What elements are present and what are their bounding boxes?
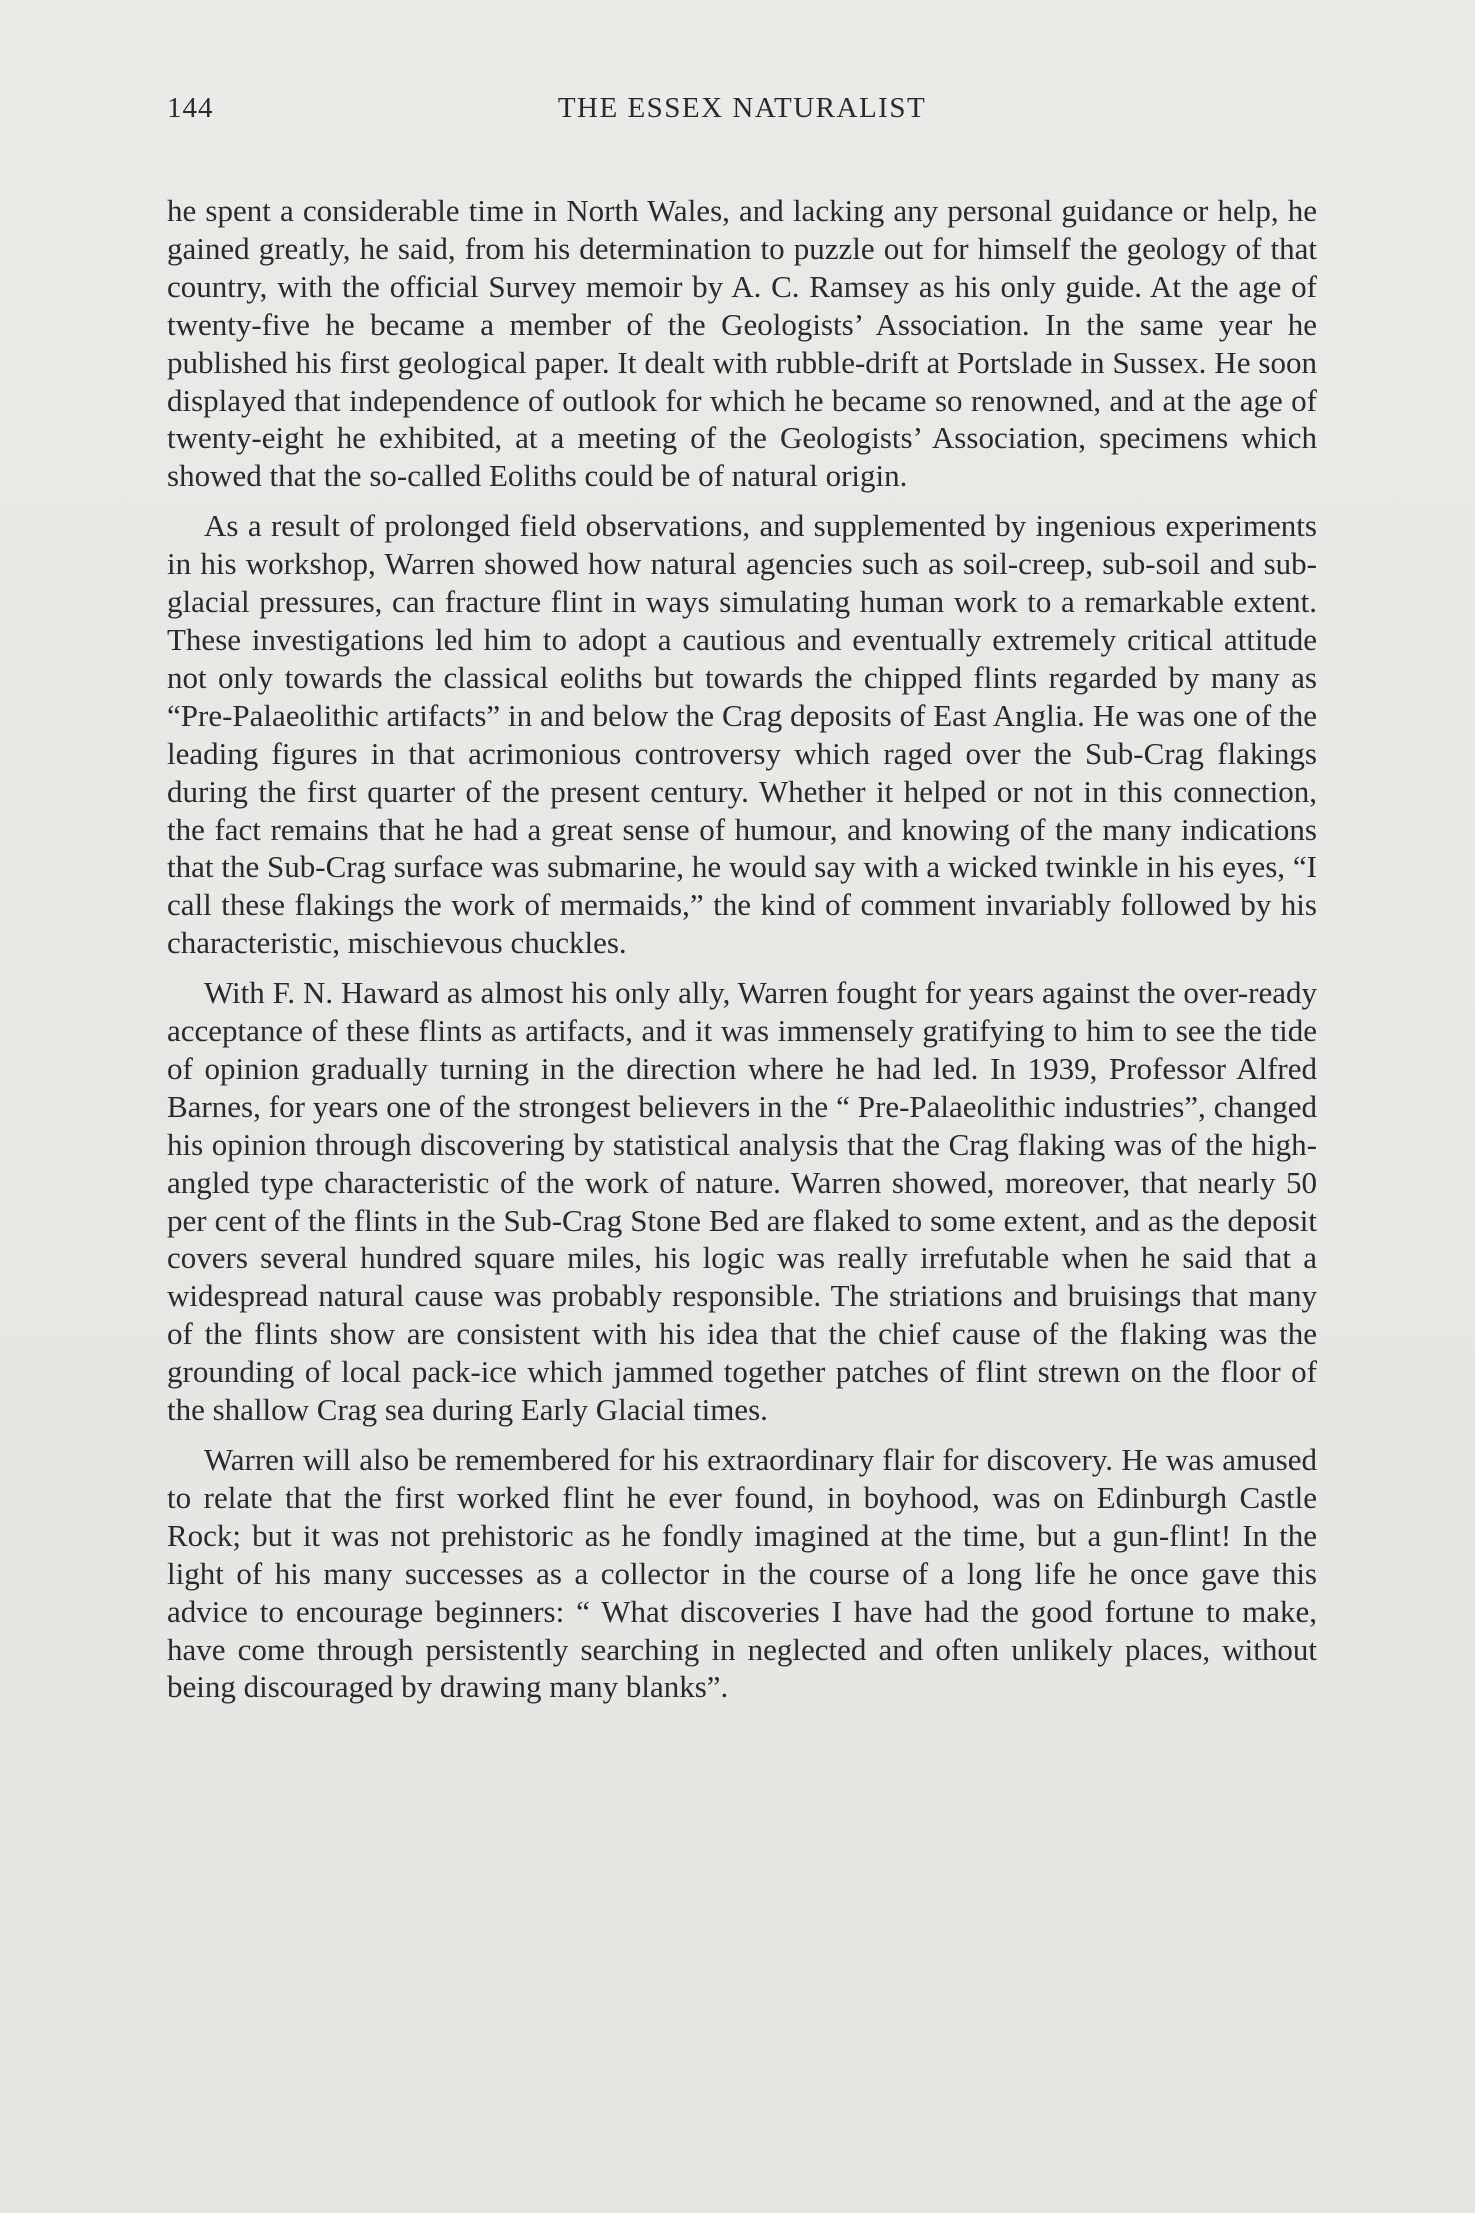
running-title: THE ESSEX NATURALIST bbox=[557, 92, 927, 124]
paragraph-3: With F. N. Haward as almost his only ally, Warren fought for years against the over-ready acceptance of these flints as artifacts, and it was immensely gratifying to him to see the tide of opinion gradually turning in the direction where he had led. In 1939, Professor Alfred Barnes, for years one of the strongest believers in the “ Pre-Palaeolithic industries”, changed his opinion through discovering by statistical analysis that the Crag flaking was of the high-angled type characteristic of the work of nature. Warren showed, moreover, that nearly 50 per cent of the flints in the Sub-Crag Stone Bed are flaked to some extent, and as the deposit covers several hundred square miles, his logic was really irrefutable when he said that a widespread natural cause was probably responsible. The striations and bruisings that many of the flints show are consistent with his idea that the chief cause of the flaking was the grounding of local pack-ice which jammed together patches of flint strewn on the floor of the shallow Crag sea during Early Glacial times. bbox=[167, 975, 1317, 1428]
paragraph-4: Warren will also be remembered for his extraordinary flair for discovery. He was amused to relate that the first worked flint he ever found, in boyhood, was on Edinburgh Castle Rock; but it was not prehistoric as he fondly imagined at the time, but a gun-flint! In the light of his many successes as a collector in the course of a long life he once gave this advice to encourage beginners: “ What discoveries I have had the good fortune to make, have come through persistently searching in neglected and often unlikely places, without being discouraged by drawing many blanks”. bbox=[167, 1442, 1317, 1705]
paragraph-2: As a result of prolonged field observations, and supplemented by ingenious experiments in his workshop, Warren showed how natural agencies such as soil-creep, sub-soil and sub-glacial pressures, can fracture flint in ways simulating human work to a remarkable extent. These investigations led him to adopt a cautious and eventually extremely critical attitude not only towards the classical eoliths but towards the chipped flints regarded by many as “Pre-Palaeolithic artifacts” in and below the Crag deposits of East Anglia. He was one of the leading figures in that acrimonious controversy which raged over the Sub-Crag flakings during the first quarter of the present century. Whether it helped or not in this connection, the fact remains that he had a great sense of humour, and knowing of the many indications that the Sub-Crag surface was submarine, he would say with a wicked twinkle in his eyes, “I call these flakings the work of mermaids,” the kind of comment invariably followed by his characteristic, mischievous chuckles. bbox=[167, 508, 1317, 961]
page-number: 144 bbox=[167, 92, 214, 124]
paragraph-1: he spent a considerable time in North Wales, and lacking any personal guidance or help, he gained greatly, he said, from his determination to puzzle out for himself the geology of that country, with the official Survey memoir by A. C. Ramsey as his only guide. At the age of twenty-five he became a member of the Geologists’ Association. In the same year he published his first geological paper. It dealt with rubble-drift at Portslade in Sussex. He soon displayed that independence of outlook for which he became so renowned, and at the age of twenty-eight he exhibited, at a meeting of the Geologists’ Association, specimens which showed that the so-called Eoliths could be of natural origin. bbox=[167, 193, 1317, 494]
page-header bbox=[167, 92, 1317, 132]
body-text bbox=[167, 192, 1317, 1718]
